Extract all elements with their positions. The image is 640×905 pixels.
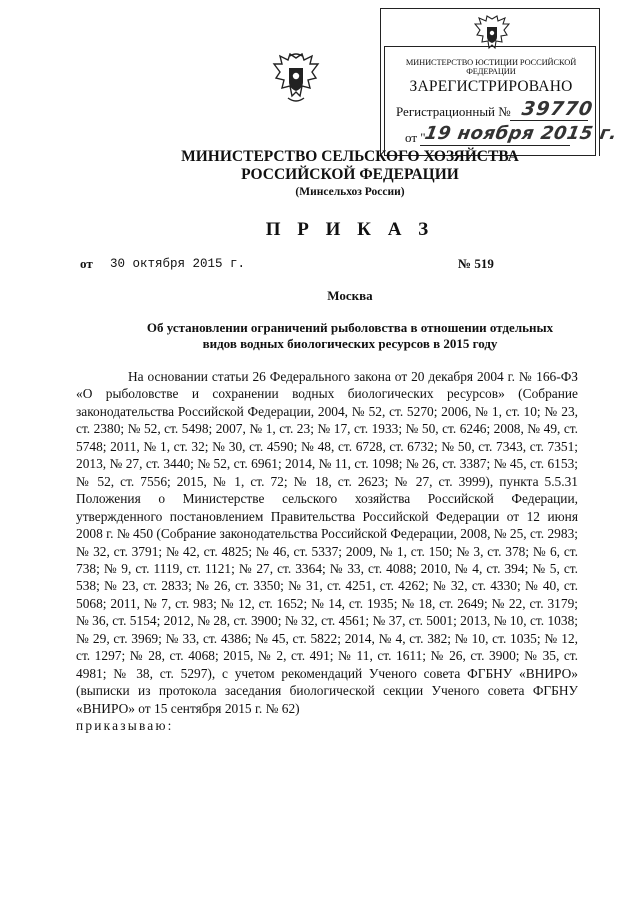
order-from-label: от (80, 256, 93, 271)
stamp-ministry-text: МИНИСТЕРСТВО ЮСТИЦИИ РОССИЙСКОЙ ФЕДЕРАЦИИ (405, 58, 577, 76)
ministry-name-line2: РОССИЙСКОЙ ФЕДЕРАЦИИ (241, 166, 459, 183)
order-date: 30 октября 2015 г. (110, 257, 246, 271)
order-title-line1: Об установлении ограничений рыболовства в отношении отдельных (146, 320, 554, 335)
stamp-number-value: 39770 (520, 98, 595, 120)
stamp-date-label: от " (405, 130, 426, 145)
order-command: приказываю: (76, 718, 174, 734)
state-emblem-icon (272, 52, 320, 104)
ministry-name-line1: МИНИСТЕРСТВО СЕЛЬСКОГО ХОЗЯЙСТВА (181, 148, 519, 165)
document-type-title: П Р И К А З (265, 219, 435, 240)
ministry-short-name: (Минсельхоз России) (295, 186, 405, 198)
order-title-line2: видов водных биологических ресурсов в 2015 году (202, 336, 498, 351)
stamp-number-underline (510, 120, 588, 121)
order-number: № 519 (458, 256, 494, 271)
stamp-date-underline (420, 145, 570, 146)
stamp-date-value: 19 ноября 2015 г. (423, 123, 619, 144)
order-body (76, 368, 578, 735)
stamp-number-label: Регистрационный № (396, 104, 511, 119)
preamble-paragraph: На основании статьи 26 Федерального закона от 20 декабря 2004 г. № 166-ФЗ «О рыболовстве и сохранении водных биологических ресурсов» (Собрание законодательства Российской Федерации, 2004, № 52, ст. 5270; 2006, № 1, ст. 10; № 23, ст. 2380; № 52, ст. 5498; 2007, № 1, ст. 23; № 17, ст. 1933; № 50, ст. 6246; 2008, № 49, ст. 5748; 2011, № 1, ст. 32; № 30, ст. 4590; № 48, ст. 6728, ст. 6732; № 50, ст. 7343, ст. 7351; 2013, № 27, ст. 3440; № 52, ст. 6961; 2014, № 11, ст. 1098; № 26, ст. 3387; № 45, ст. 6153; № 52, ст. 7556; 2015, № 1, ст. 72; № 18, ст. 2623; № 27, ст. 3999), пункта 5.5.31 Положения о Министерстве сельского хозяйства Российской Федерации, утвержденного постановлением Правительства Российской Федерации от 12 июня 2008 г. № 450 (Собрание законодательства Российской Федерации, 2008, № 25, ст. 2983; № 32, ст. 3791; № 42, ст. 4825; № 46, ст. 5337; 2009, № 1, ст. 150; № 3, ст. 378; № 6, ст. 738; № 9, ст. 1119, ст. 1121; № 27, ст. 3364; № 33, ст. 4088; 2010, № 4, ст. 394; № 5, ст. 538; № 23, ст. 2833; № 26, ст. 3350; № 31, ст. 4251, ст. 4262; № 32, ст. 4330; № 40, ст. 5068; 2011, № 7, ст. 983; № 12, ст. 1652; № 14, ст. 1935; № 18, ст. 2649; № 22, ст. 3179; № 36, ст. 5154; 2012, № 28, ст. 3900; № 32, ст. 4561; № 37, ст. 5001; 2013, № 10, ст. 1038; № 29, ст. 3969; № 33, ст. 4386; № 45, ст. 5822; 2014, № 4, ст. 382; № 10, ст. 1035; № 12, ст. 1297; № 28, ст. 4068; 2015, № 2, ст. 491; № 11, ст. 1611; № 26, ст. 3900; № 35, ст. 4981; № 38, ст. 5297), с учетом рекомендаций Ученого совета ФГБНУ «ВНИРО» (выписки из протокола заседания биологической секции Ученого совета ФГБНУ «ВНИРО» от 15 сентября 2015 г. № 62) (76, 369, 578, 716)
stamp-emblem-icon (474, 14, 510, 54)
stamp-registered-text: ЗАРЕГИСТРИРОВАНО (409, 78, 573, 95)
order-city: Москва (327, 288, 373, 303)
